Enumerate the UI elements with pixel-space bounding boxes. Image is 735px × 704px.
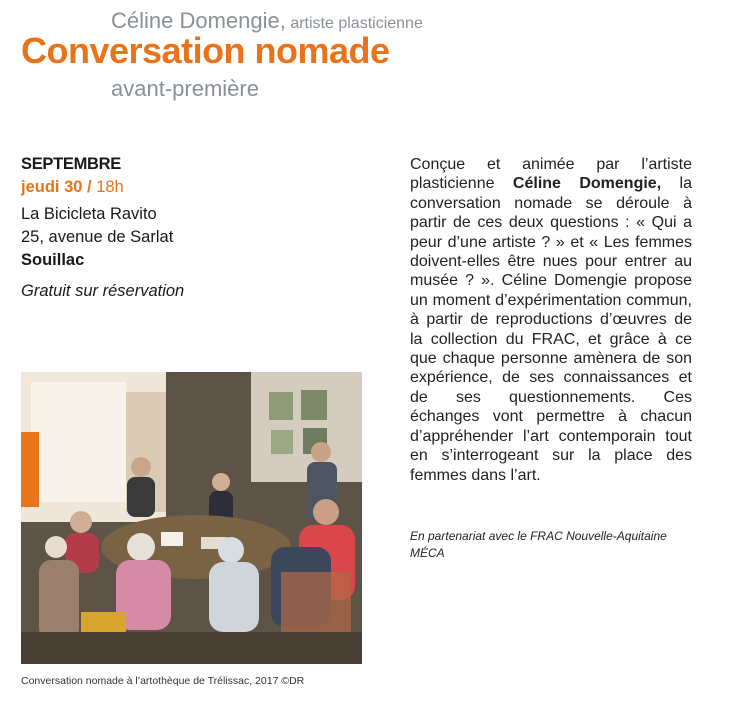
partner-credit [410, 528, 710, 562]
artist-name: Céline Domengie, [111, 8, 286, 33]
description-part1: Conçue et animée par l’artiste plasticienne [410, 156, 692, 193]
event-date-line [21, 176, 321, 199]
venue-name: La Bicicleta Ravito [21, 205, 157, 223]
partner-line1: En partenariat avec le FRAC Nouvelle-Aquitaine [410, 529, 667, 543]
description-artist: Céline Domengie, [512, 175, 662, 193]
photo-caption: Conversation nomade à l’artothèque de Trélissac, 2017 ©DR [21, 675, 305, 687]
event-photo [21, 372, 362, 664]
subtitle: avant-première [111, 76, 259, 101]
event-month: SEPTEMBRE [21, 155, 121, 173]
event-info [21, 153, 321, 303]
venue-city: Souillac [21, 251, 85, 269]
event-date: jeudi 30 / [21, 178, 97, 196]
event-time: 18h [96, 178, 124, 196]
photo-illustration [21, 372, 362, 664]
page-title: Conversation nomade [21, 30, 390, 71]
venue-address: 25, avenue de Sarlat [21, 228, 174, 246]
partner-line2: MÉCA [410, 546, 445, 560]
event-price: Gratuit sur réservation [21, 282, 185, 300]
description [410, 155, 692, 485]
artist-role: artiste plasticienne [285, 15, 423, 32]
description-part2: la conversation nomade se déroule à partir de ces deux questions : « Qui a peur d’une artiste ? » et « Les femmes doivent-elles être nues pour entrer au musée ? ». Céline Domengie propose un moment d’expérimentation commun, à partir de reproductions d’œuvres de la collection du FRAC, et grâce à ce que chaque personne amènera de son expérience, de ses connaissances et de ses questionnements. Ces échanges vont permettre à chacun d’appréhender l’art contemporain tout en s’interrogeant sur la place des femmes dans l’art. [410, 175, 693, 484]
